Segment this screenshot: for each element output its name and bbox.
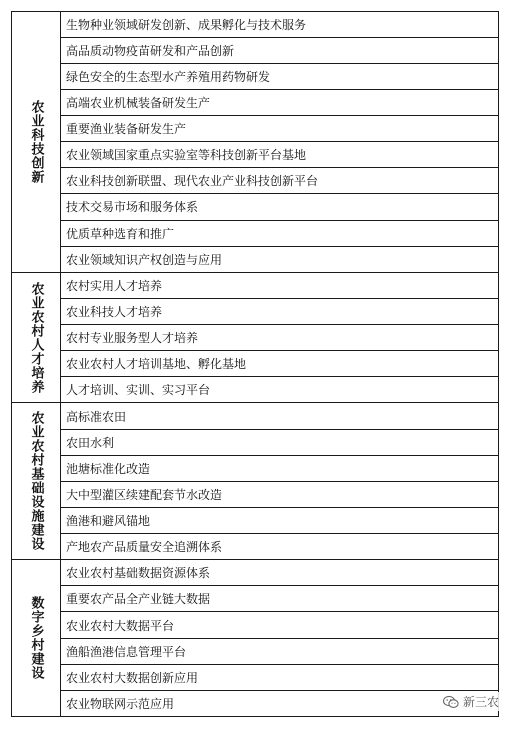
watermark-text: 新三农 bbox=[462, 695, 499, 709]
table-row: 优质草种选育和推广 bbox=[61, 221, 498, 247]
table-row: 农业领域国家重点实验室等科技创新平台基地 bbox=[61, 142, 498, 168]
table-row: 农业农村大数据平台 bbox=[61, 612, 498, 638]
category-cell bbox=[12, 560, 61, 716]
table-row: 农村专业服务型人才培养 bbox=[61, 325, 498, 351]
item-list bbox=[61, 273, 498, 403]
table-row: 农业物联网示范应用 bbox=[66, 696, 175, 711]
table-row: 农业科技创新联盟、现代农业产业科技创新平台 bbox=[61, 168, 498, 194]
table-row: 绿色安全的生态型水产养殖用药物研发 bbox=[61, 64, 498, 90]
table-row: 农业农村基础数据资源体系 bbox=[61, 560, 498, 586]
category-section bbox=[12, 273, 498, 404]
category-section bbox=[12, 403, 498, 560]
category-section bbox=[12, 560, 498, 716]
table-row: 池塘标准化改造 bbox=[61, 456, 498, 482]
watermark bbox=[441, 692, 501, 711]
item-list bbox=[61, 560, 498, 716]
table-row: 农业农村大数据创新应用 bbox=[61, 665, 498, 691]
table-row: 农业科技人才培养 bbox=[61, 299, 498, 325]
category-cell bbox=[12, 273, 61, 403]
table-row: 大中型灌区续建配套节水改造 bbox=[61, 482, 498, 508]
category-label: 农业科技创新 bbox=[28, 99, 44, 184]
table-row: 重要农产品全产业链大数据 bbox=[61, 586, 498, 612]
table-row: 重要渔业装备研发生产 bbox=[61, 116, 498, 142]
table-row: 高端农业机械装备研发生产 bbox=[61, 90, 498, 116]
investment-areas-table bbox=[11, 11, 499, 717]
category-section bbox=[12, 12, 498, 273]
table-row: 高品质动物疫苗研发和产品创新 bbox=[61, 38, 498, 64]
category-cell bbox=[12, 12, 61, 272]
category-label: 农业农村人才培养 bbox=[28, 281, 44, 394]
table-row: 生物种业领域研发创新、成果孵化与技术服务 bbox=[61, 12, 498, 38]
table-row: 高标准农田 bbox=[61, 403, 498, 429]
category-label: 数字乡村建设 bbox=[28, 596, 44, 681]
wechat-icon bbox=[443, 695, 459, 709]
item-list bbox=[61, 12, 498, 272]
table-row: 渔港和避风锚地 bbox=[61, 508, 498, 534]
item-list bbox=[61, 403, 498, 559]
table-row: 农村实用人才培养 bbox=[61, 273, 498, 299]
table-row: 农业农村人才培训基地、孵化基地 bbox=[61, 351, 498, 377]
table-row: 渔船渔港信息管理平台 bbox=[61, 639, 498, 665]
table-row: 技术交易市场和服务体系 bbox=[61, 194, 498, 220]
table-row: 人才培训、实训、实习平台 bbox=[66, 383, 211, 398]
category-label: 农业农村基础设施建设 bbox=[28, 411, 44, 552]
table-row: 农业领域知识产权创造与应用 bbox=[66, 252, 223, 267]
table-row: 产地农产品质量安全追溯体系 bbox=[66, 540, 223, 555]
table-row: 农田水利 bbox=[61, 430, 498, 456]
category-cell bbox=[12, 403, 61, 559]
